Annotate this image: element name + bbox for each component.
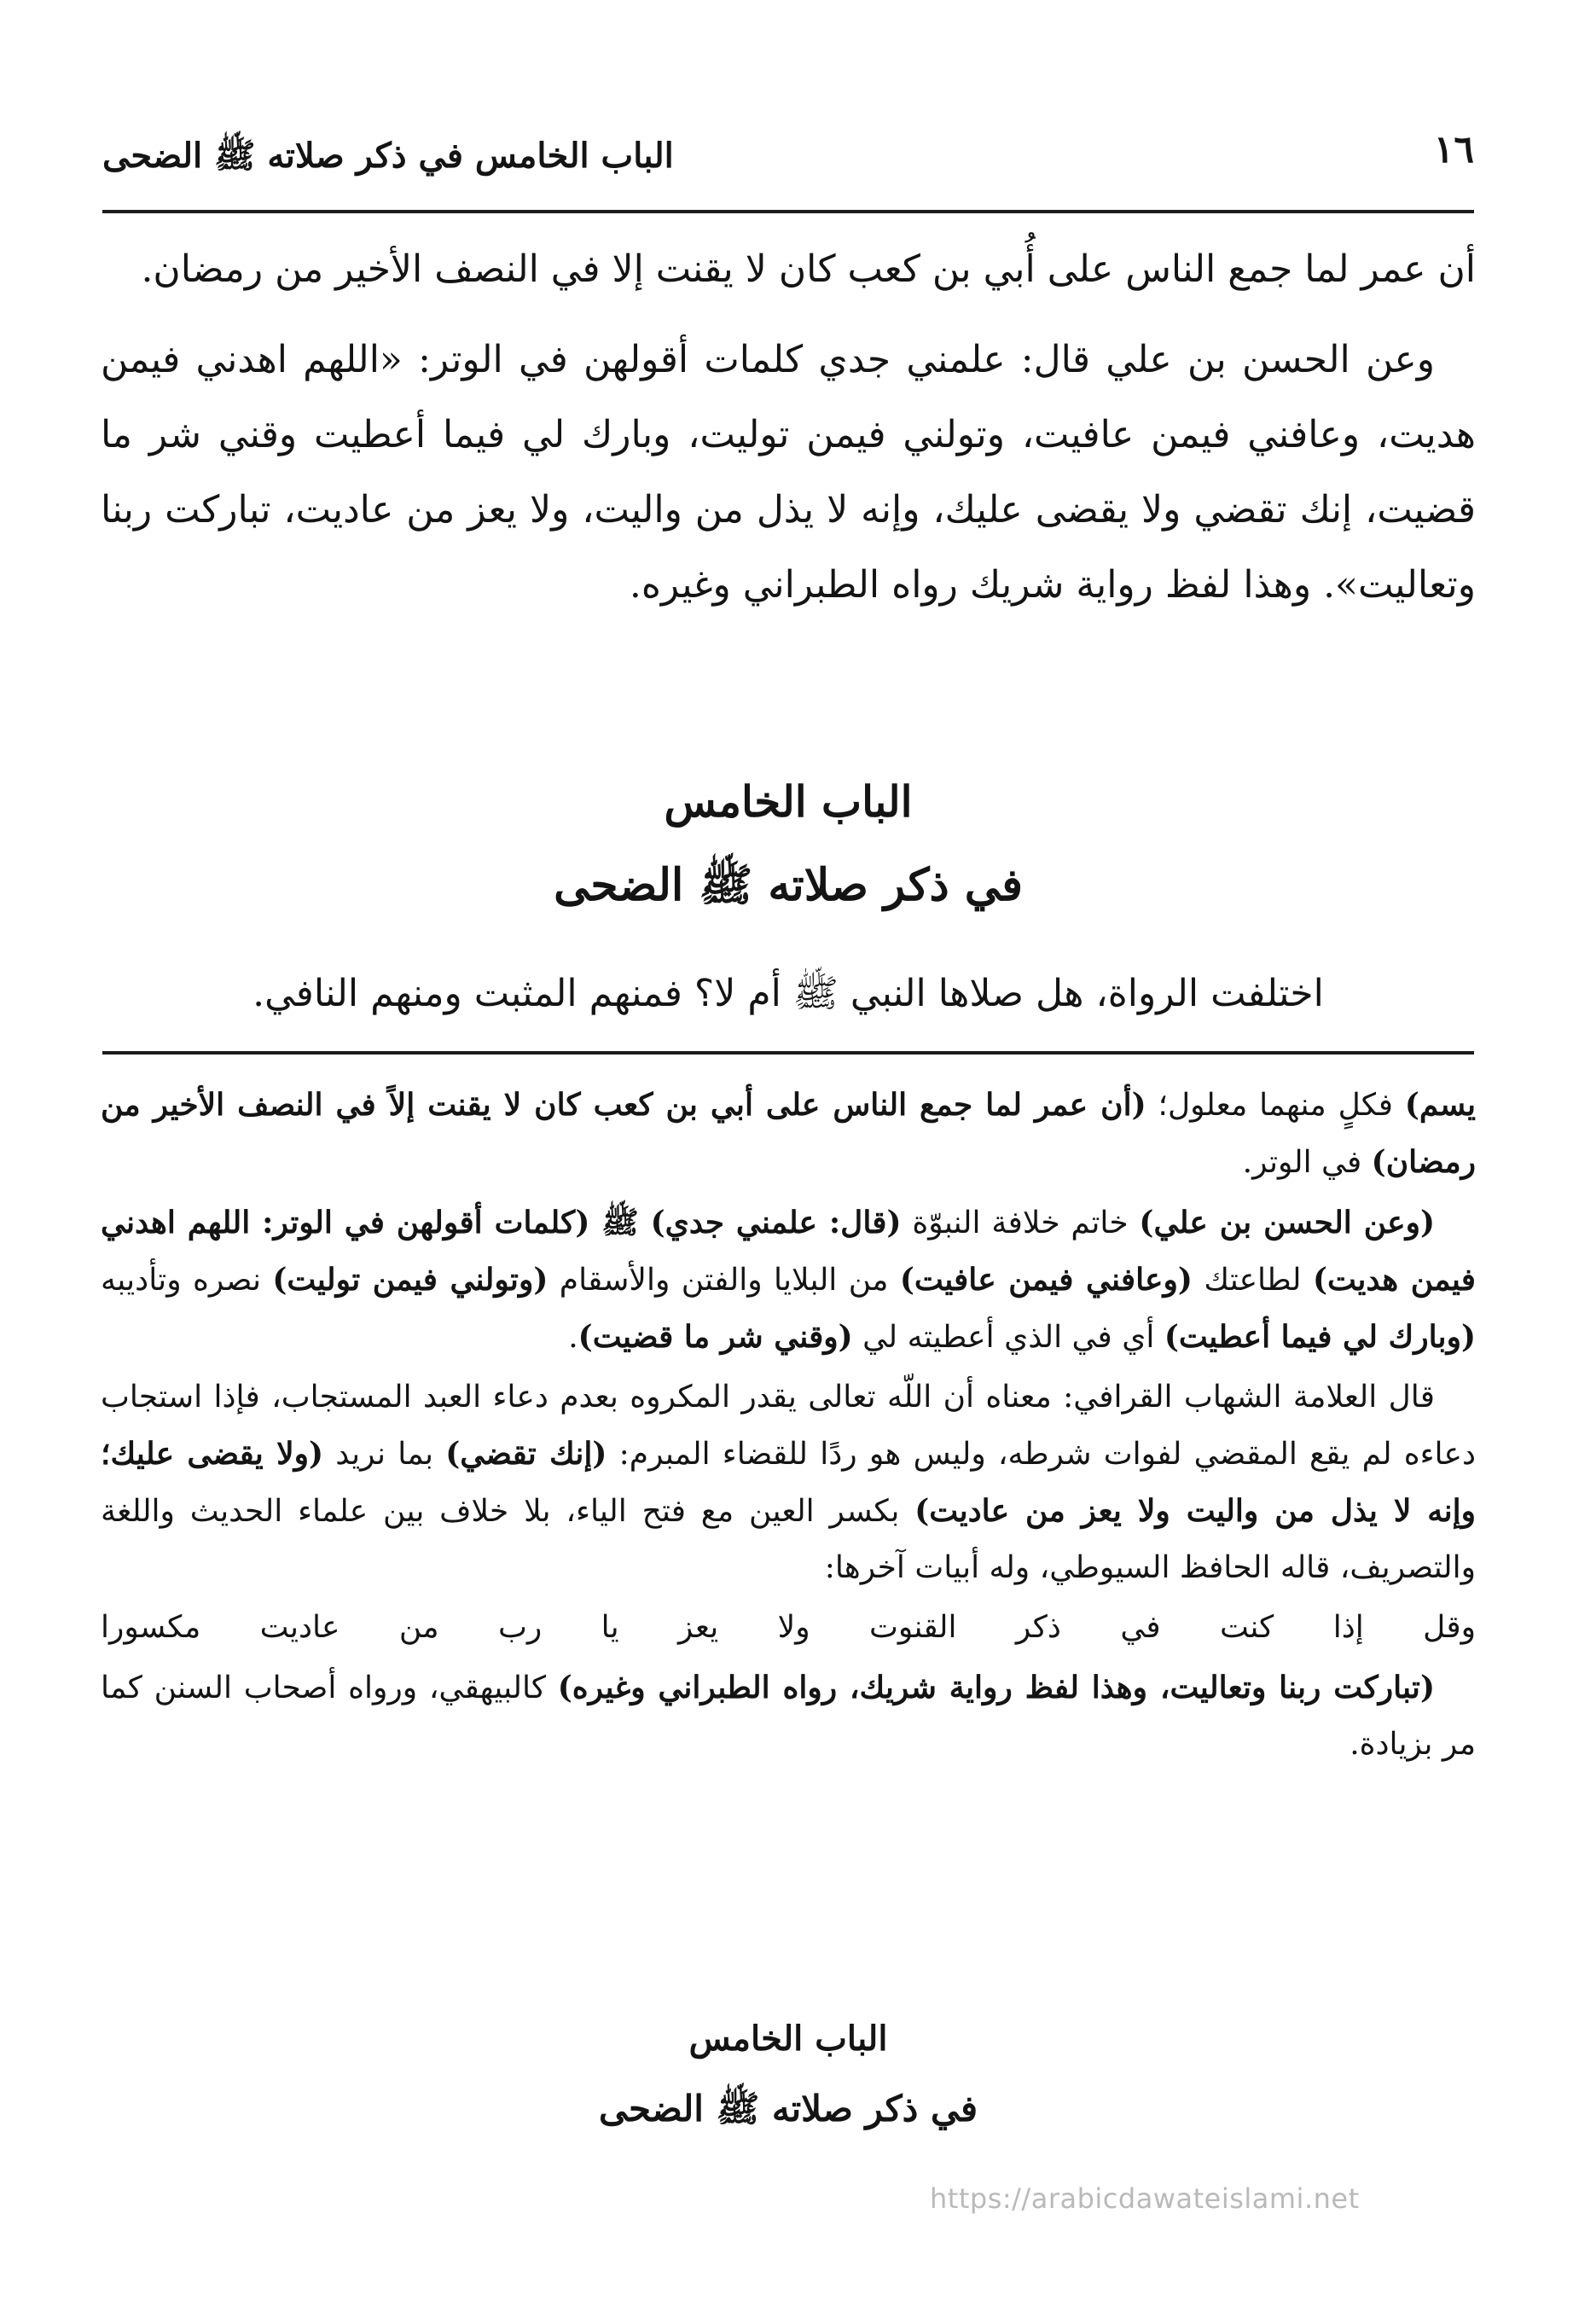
sharh-text: أي في الذي أعطيته لي (852, 1320, 1164, 1355)
sharh-text: قال العلامة الشهاب القرافي: معناه أن اللّه تعالى يقدر المكروه بعدم دعاء العبد المستجاب، فإذا استجاب دعاءه لم يقع المقضي لفوات شرطه، وليس هو ردًا للقضاء المبرم: (101, 1380, 1477, 1472)
sharh-text: فكلٍ منهما معلول؛ (1146, 1088, 1405, 1123)
sharh-text: كالبيهقي، ورواه أصحاب السنن كما مر بزيادة. (101, 1670, 1476, 1762)
running-header (102, 128, 1474, 196)
matn-text: (تباركت ربنا وتعاليت، وهذا لفظ رواية شريك، رواه الطبراني وغيره) (557, 1670, 1435, 1705)
poem-verse: وقل إذا كنت في ذكر القنوت ولا يعز يا رب من عاديت مكسورا (101, 1610, 1476, 1645)
main-paragraph: وعن الحسن بن علي قال: علمني جدي كلمات أقولهن في الوتر: «اللهم اهدني فيمن هديت، وعافني فيمن عافيت، وتولني فيمن توليت، وبارك لي فيما أعطيت وقني شر ما قضيت، إنك تقضي ولا يقضى عليك، وإنه لا يذل من واليت، ولا يعز من عاديت، تباركت ربنا وتعاليت». وهذا لفظ رواية شريك رواه الطبراني وغيره. (101, 338, 1476, 607)
commentary-paragraph (101, 1194, 1476, 1366)
running-title: الباب الخامس في ذكر صلاته ﷺ الضحى (102, 136, 674, 176)
main-paragraph: أن عمر لما جمع الناس على أُبي بن كعب كان لا يقنت إلا في النصف الأخير من رمضان. (141, 247, 1476, 291)
commentary-paragraph (101, 1659, 1476, 1773)
page-number: ١٦ (1433, 128, 1474, 171)
chapter-title: الباب الخامس (664, 776, 913, 827)
matn-text: (وعافني فيمن عافيت) (899, 1262, 1193, 1298)
sharh-text: نصره وتأديبه (101, 1263, 273, 1298)
matn-text: (وتولني فيمن توليت) (272, 1262, 549, 1298)
sharh-text: في الوتر. (1242, 1145, 1372, 1180)
footnote-separator (102, 1051, 1474, 1055)
sharh-text: من البلايا والفتن والأسقام (548, 1263, 900, 1298)
commentary-paragraph (101, 1077, 1476, 1191)
commentary-block (101, 1077, 1476, 1776)
matn-text: (وبارك لي فيما أعطيت) (1164, 1319, 1476, 1355)
main-text (101, 232, 1476, 638)
sharh-text: لطاعتك (1192, 1263, 1313, 1298)
commentary-chapter-title: الباب الخامس (688, 2019, 888, 2059)
matn-text: (إنك تقضي) (445, 1436, 607, 1472)
chapter-intro: اختلفت الرواة، هل صلاها النبي ﷺ أم لا؟ فمنهم المثبت ومنهم النافي. (252, 972, 1324, 1015)
sharh-text: بكسر العين مع فتح الياء، بلا خلاف بين علماء الحديث واللغة والتصريف، قاله الحافظ السيوطي، وله أبيات آخرها: (101, 1494, 1476, 1585)
watermark-url: https://arabicdawateislami.net (930, 2182, 1360, 2215)
matn-text: (أن عمر لما جمع الناس على أبي بن كعب كان لا يقنت إلاً في النصف الأخير من رمضان) (101, 1087, 1476, 1180)
sharh-text: . (568, 1320, 578, 1355)
header-rule (102, 210, 1474, 213)
matn-text: (قال: علمني جدي) ﷺ (كلمات أقولهن في الوتر: اللهم اهدني فيمن هديت) (101, 1205, 1477, 1298)
sharh-text: خاتم خلافة النبوّة (901, 1206, 1140, 1240)
matn-text: (ولا يقضى عليك؛ وإنه لا يذل من واليت ولا يعز من عاديت) (101, 1436, 1476, 1529)
sharh-text: بما نريد (323, 1437, 446, 1472)
matn-text: (وعن الحسن بن علي) (1139, 1205, 1436, 1240)
commentary-paragraph (101, 1369, 1476, 1596)
chapter-subtitle: في ذكر صلاته ﷺ الضحى (554, 859, 1023, 911)
matn-text: يسم) (1404, 1087, 1476, 1123)
commentary-chapter-subtitle: في ذكر صلاته ﷺ الضحى (598, 2088, 978, 2129)
matn-text: (وقني شر ما قضيت) (578, 1319, 853, 1355)
